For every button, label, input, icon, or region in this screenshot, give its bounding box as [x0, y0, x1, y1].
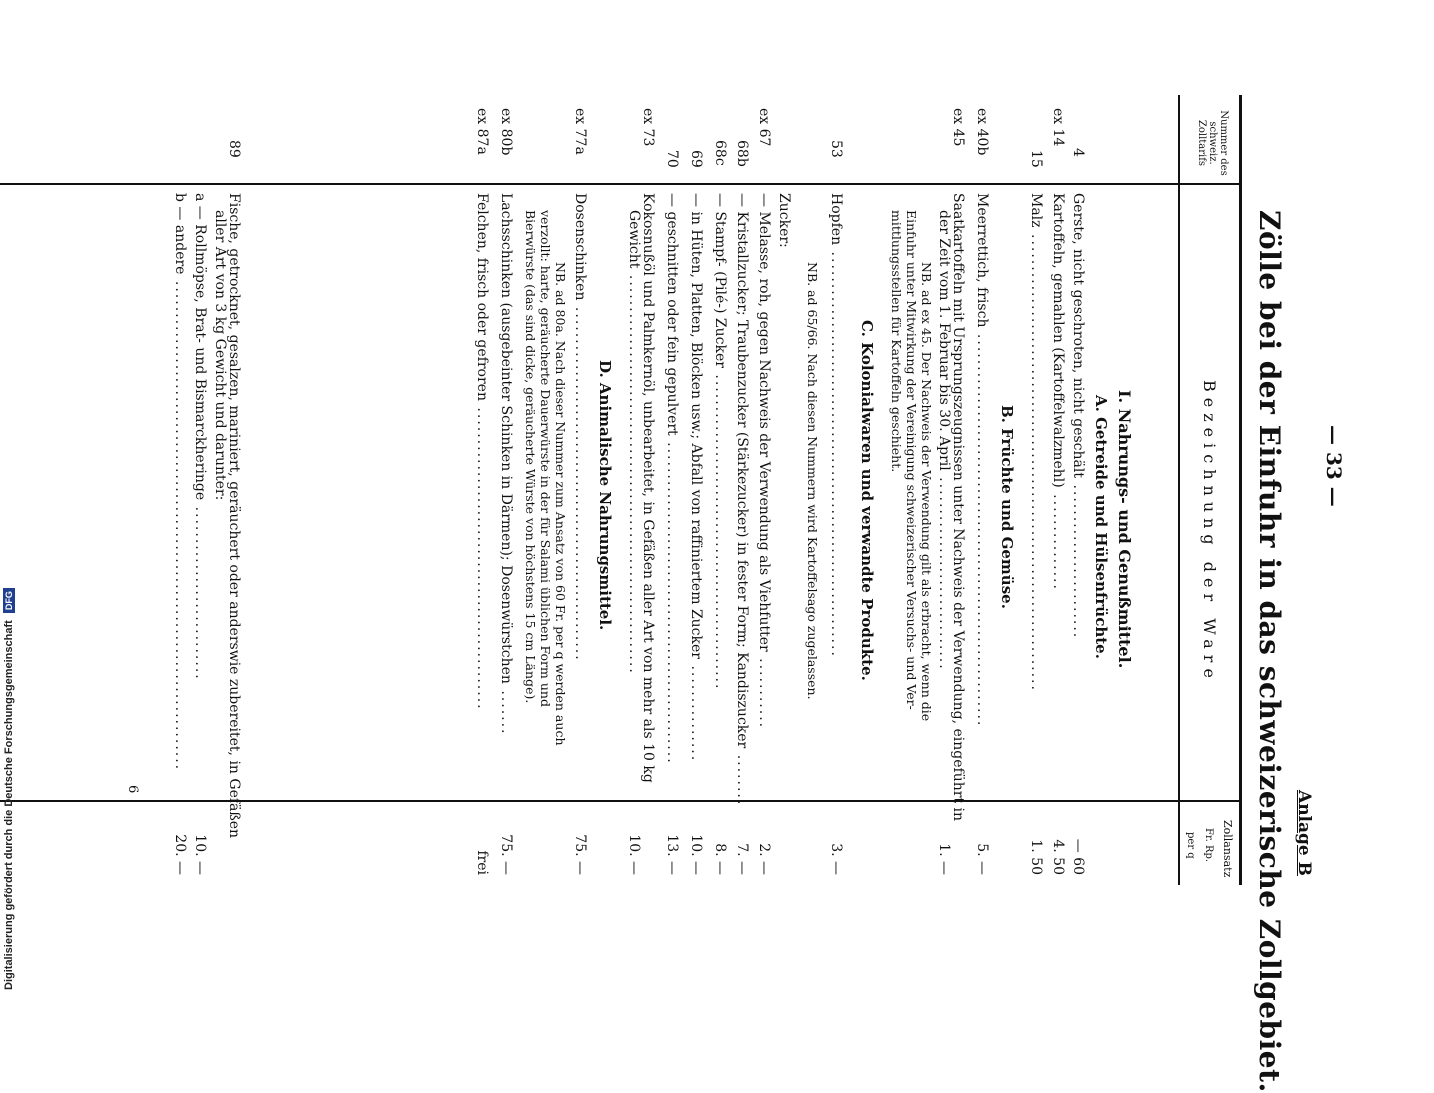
row-number: ex 45	[950, 108, 966, 147]
row-number: 4	[1070, 148, 1086, 157]
row-number: ex 67	[756, 108, 772, 147]
row-number: 68c	[712, 140, 728, 166]
note-ex45-line2: Einfuhr unter Mitwirkung der Vereinigung schweizerischer Versuchs- und Ver-	[904, 210, 919, 710]
note-80a-line3: Bierwürste (das sind dicke, geräucherte Würste von höchstens 15 cm Länge).	[523, 210, 538, 704]
row-rate: 20. —	[172, 834, 188, 875]
note-80a-line1: NB. ad 80a. Nach dieser Nummer zum Ansatz von 60 Fr. per q werden auch	[553, 262, 568, 746]
row-description: Felchen, frisch oder gefroren ...............................................	[474, 193, 490, 711]
row-number: 53	[828, 140, 844, 158]
row-rate: 10. —	[688, 834, 704, 875]
row-description-sugar: Zucker:	[776, 193, 792, 248]
note-ex45-line3: mittlungsstellen für Kartoffeln geschieht.	[889, 210, 904, 473]
header-bottom-rule	[1179, 95, 1181, 885]
row-description: Lachsschinken (ausgebeinter Schinken in Därmen); Dosenwürstchen .......	[498, 193, 514, 736]
row-description-continued: Gewicht ..............................................................	[626, 210, 642, 675]
page-number: — 33 —	[1322, 425, 1346, 507]
note-80a-line2: verzollt: harte, geräucherte Dauerwürste in der für Salami üblichen Form und	[538, 210, 553, 707]
row-rate: 7. —	[734, 843, 750, 875]
signature-mark: 6	[125, 785, 140, 794]
rate-unit: per q	[1185, 832, 1196, 859]
row-rate: 10. —	[192, 834, 208, 875]
row-rate: 2. —	[756, 843, 772, 875]
row-rate: 5. —	[974, 843, 990, 875]
row-number: 68b	[734, 140, 750, 167]
row-description: a — Rollmöpse, Brat- und Bismarckheringe ...........................	[192, 193, 208, 681]
row-rate: 75. —	[572, 834, 588, 875]
number-column-rule	[0, 183, 1240, 185]
row-number: 89	[226, 140, 242, 158]
row-rate: — 60	[1070, 838, 1086, 875]
section-heading-kolonialwaren: C. Kolonialwaren und verwandte Produkte.	[858, 320, 876, 681]
row-description: Gerste, nicht geschroten, nicht geschält ........................	[1070, 193, 1086, 640]
row-number: 15	[1028, 150, 1044, 168]
row-rate: 13. —	[664, 834, 680, 875]
row-number: ex 73	[640, 108, 656, 147]
section-heading-nahrungsmittel: I. Nahrungs- und Genußmittel.	[1115, 390, 1134, 669]
row-description: Dosenschinken .......................................................	[572, 193, 588, 662]
row-description: Saatkartoffeln mit Ursprungszeugnissen unter Nachweis der Verwendung, eingeführt in	[950, 193, 966, 822]
row-number: 70	[664, 150, 680, 168]
row-description: b — andere ............................................................................	[172, 193, 188, 772]
rate-column-rule	[0, 800, 1240, 802]
row-description: Kartoffeln, gemahlen (Kartoffelwalzmehl) ...............	[1050, 193, 1066, 591]
row-description: — in Hüten, Platten, Blöcken usw.; Abfall von raffiniertem Zucker ...............	[688, 193, 704, 763]
row-rate: 1. 50	[1028, 839, 1044, 875]
row-description: Meerrettich, frisch .............................................................	[974, 193, 990, 728]
row-description: Kokosnußöl und Palmkernöl, unbearbeitet, in Gefäßen aller Art von mehr als 10 kg	[640, 193, 656, 783]
row-description: Hopfen ...............................................................	[828, 193, 844, 658]
row-rate: 10. —	[626, 834, 642, 875]
row-description: — Melasse, roh, gegen Nachweis der Verwendung als Viehfutter ...........	[756, 193, 772, 730]
row-rate: 1. —	[936, 843, 952, 875]
row-number: ex 14	[1050, 108, 1066, 147]
row-description-continued: der Zeit vom 1. Februar bis 30. April ..............................	[936, 210, 952, 671]
note-ex45-line1: NB. ad ex 45. Der Nachweis der Verwendung gilt als erbracht, wenn die	[919, 262, 934, 722]
row-rate: 3. —	[828, 843, 844, 875]
rate-subheader: Fr. Rp.	[1203, 828, 1214, 863]
section-heading-fruechte: B. Früchte und Gemüse.	[998, 405, 1016, 609]
row-description: — geschnitten oder fein gepulvert ..................................................	[664, 193, 680, 765]
row-description: Fische, getrocknet, gesalzen, mariniert, geräuchert oder anderswie zubereitet, in Gefäßen	[226, 193, 242, 839]
row-description: — Kristallzucker; Traubenzucker (Stärkezucker) in fester Form; Kandiszucker ........	[734, 193, 750, 807]
margin-note: Digitalisierung gefördert durch die Deutsche Forschungsgemeinschaft DFG	[3, 588, 15, 990]
row-number: ex 80b	[498, 108, 514, 156]
row-description-continued: aller Art von 3 kg Gewicht und darunter:	[212, 210, 228, 501]
row-rate: 75. —	[498, 834, 514, 875]
page-title: Zölle bei der Einfuhr in das schweizerische Zollgebiet.	[1253, 210, 1286, 1093]
row-rate: 4. 50	[1050, 839, 1066, 875]
row-number: ex 77a	[572, 108, 588, 155]
table-top-rule	[1239, 95, 1242, 885]
row-number: ex 40b	[974, 108, 990, 156]
note-65-66: NB. ad 65/66. Nach diesen Nummern wird Kartoffelsago zugelassen.	[805, 262, 820, 700]
row-rate: frei	[474, 850, 490, 875]
row-number: ex 87a	[474, 108, 490, 155]
row-rate: 8. —	[712, 843, 728, 875]
annex-label: Anlage B	[1294, 790, 1314, 877]
rate-column-header: Zollansatz	[1221, 820, 1234, 878]
description-column-header: Bezeichnung der Ware	[1200, 380, 1219, 684]
row-number: 69	[688, 150, 704, 168]
row-description: — Stampf- (Pilé-) Zucker .................................................	[712, 193, 728, 691]
number-column-header: Nummer des schweiz. Zolltarifs	[1196, 110, 1229, 176]
row-description: Malz .......................................................................	[1028, 193, 1044, 692]
section-heading-getreide: A. Getreide und Hülsenfrüchte.	[1092, 395, 1110, 659]
section-heading-animalische: D. Animalische Nahrungsmittel.	[596, 360, 614, 631]
dfg-logo: DFG	[3, 588, 15, 613]
